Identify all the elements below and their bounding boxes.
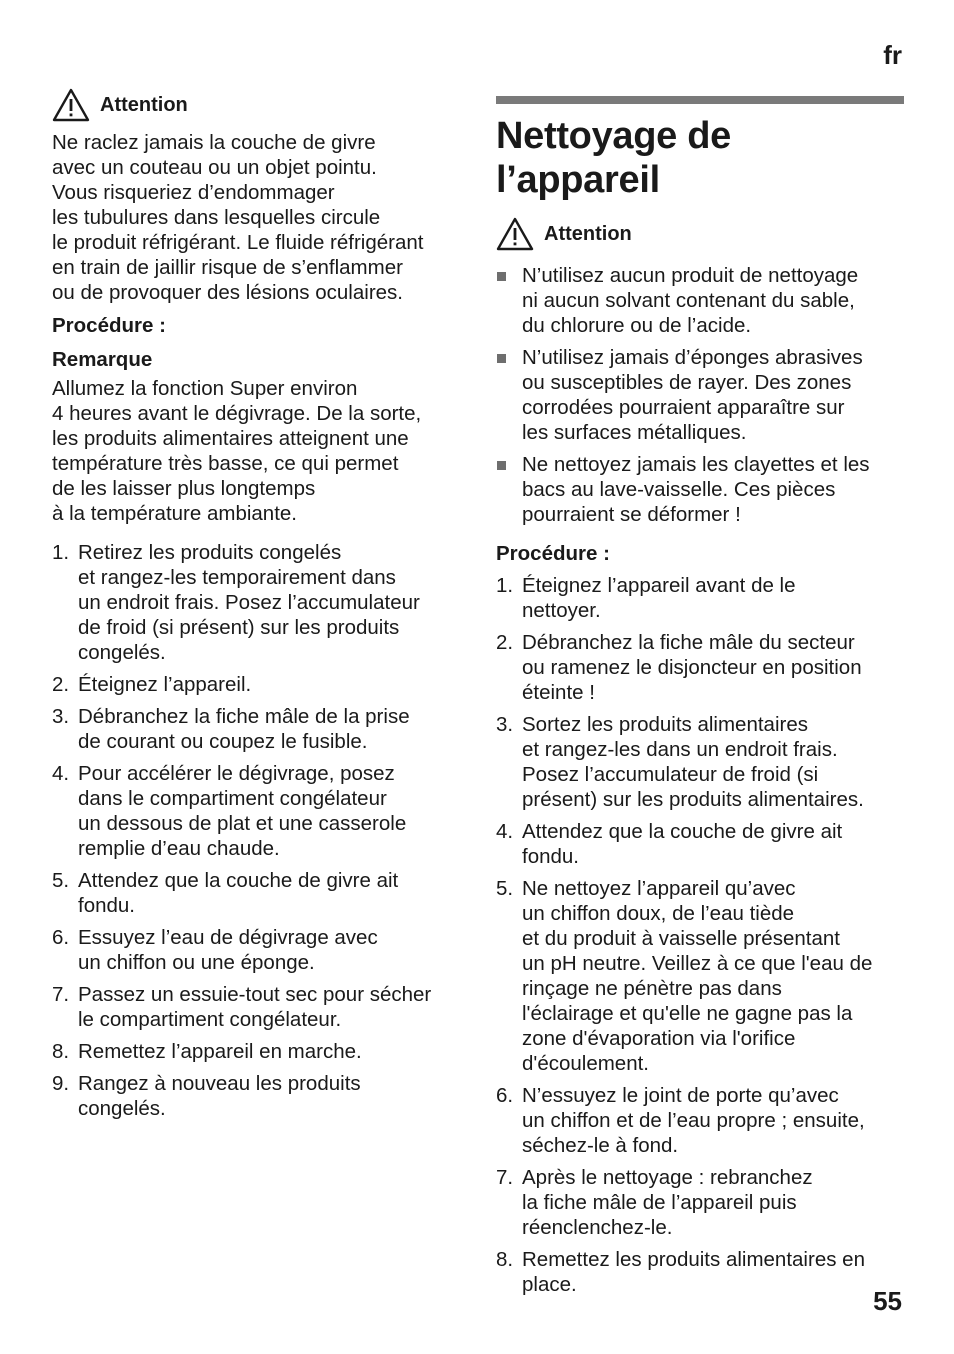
step-text-line: la fiche mâle de l’appareil puis	[522, 1191, 797, 1214]
step-text-line: Après le nettoyage : rebranchez	[522, 1166, 813, 1189]
step-number: 1.	[52, 541, 70, 564]
step-text-line: nettoyer.	[522, 599, 601, 622]
step-text-line: N’essuyez le joint de porte qu’avec	[522, 1084, 839, 1107]
step-text-line: un dessous de plat et une casserole	[78, 812, 407, 835]
step-item	[52, 1071, 462, 1121]
step-number: 6.	[52, 926, 70, 949]
left-steps-list	[52, 540, 462, 1121]
step-item	[52, 925, 462, 975]
page-number: 55	[873, 1286, 902, 1316]
step-text-line: ou ramenez le disjoncteur en position	[522, 656, 862, 679]
square-bullet-icon	[497, 354, 506, 363]
step-text-line: Éteignez l’appareil avant de le	[522, 574, 796, 597]
step-text-line: Attendez que la couche de givre ait	[522, 820, 843, 843]
bullet-item	[496, 452, 904, 527]
step-item	[496, 1083, 904, 1158]
bullet-item	[496, 345, 904, 445]
step-number: 7.	[496, 1166, 514, 1189]
procedure-heading: Procédure :	[52, 314, 166, 337]
step-text-line: présent) sur les produits alimentaires.	[522, 788, 864, 811]
step-text-line: Sortez les produits alimentaires	[522, 713, 808, 736]
step-text-line: un chiffon et de l’eau propre ; ensuite,	[522, 1109, 865, 1132]
step-text-line: et du produit à vaisselle présentant	[522, 927, 840, 950]
bullet-text-line: ou susceptibles de rayer. Des zones	[522, 371, 852, 394]
step-text-line: Remettez l’appareil en marche.	[78, 1040, 362, 1063]
bullet-text-line: N’utilisez aucun produit de nettoyage	[522, 264, 859, 287]
step-text-line: zone d'évaporation via l'orifice	[522, 1027, 796, 1050]
step-text-line: place.	[522, 1273, 577, 1296]
step-number: 3.	[496, 713, 514, 736]
step-text-line: congelés.	[78, 641, 166, 664]
bullet-text-line: pourraient se déformer !	[522, 503, 741, 526]
step-item	[496, 630, 904, 705]
square-bullet-icon	[497, 461, 506, 470]
step-text-line: Essuyez l’eau de dégivrage avec	[78, 926, 378, 949]
step-item	[52, 672, 462, 697]
bullet-text-line: Ne nettoyez jamais les clayettes et les	[522, 453, 870, 476]
text-line: les tubulures dans lesquelles circule	[52, 206, 381, 229]
step-text-line: Débranchez la fiche mâle de la prise	[78, 705, 410, 728]
step-number: 8.	[496, 1248, 514, 1271]
step-item	[496, 573, 904, 623]
step-number: 2.	[496, 631, 514, 654]
step-item	[52, 982, 462, 1032]
step-text-line: un pH neutre. Veillez à ce que l'eau de	[522, 952, 873, 975]
step-text-line: le compartiment congélateur.	[78, 1008, 342, 1031]
right-column	[496, 0, 904, 1304]
step-number: 4.	[52, 762, 70, 785]
step-text-line: congelés.	[78, 1097, 166, 1120]
warning-triangle-icon	[496, 217, 534, 251]
attention-label: Attention	[544, 222, 632, 245]
attention-heading	[496, 217, 904, 251]
step-item	[496, 1247, 904, 1297]
text-line: température très basse, ce qui permet	[52, 452, 399, 475]
step-text-line: Remettez les produits alimentaires en	[522, 1248, 865, 1271]
text-line: Ne raclez jamais la couche de givre	[52, 131, 376, 154]
attention-label: Attention	[100, 93, 188, 116]
step-text-line: fondu.	[522, 845, 579, 868]
text-line: 4 heures avant le dégivrage. De la sorte,	[52, 402, 422, 425]
step-item	[52, 704, 462, 754]
step-text-line: Ne nettoyez l’appareil qu’avec	[522, 877, 796, 900]
step-text-line: séchez-le à fond.	[522, 1134, 679, 1157]
bullet-text-line: corrodées pourraient apparaître sur	[522, 396, 845, 419]
step-item	[496, 876, 904, 1076]
step-number: 5.	[52, 869, 70, 892]
bullet-text-line: ni aucun solvant contenant du sable,	[522, 289, 855, 312]
left-column	[52, 0, 462, 1128]
step-text-line: Posez l’accumulateur de froid (si	[522, 763, 819, 786]
language-code: fr	[883, 40, 902, 70]
step-number: 2.	[52, 673, 70, 696]
step-text-line: et rangez-les temporairement dans	[78, 566, 396, 589]
step-text-line: éteinte !	[522, 681, 595, 704]
step-item	[52, 540, 462, 665]
step-number: 4.	[496, 820, 514, 843]
warning-paragraph	[52, 130, 462, 305]
text-line: à la température ambiante.	[52, 502, 297, 525]
text-line: le produit réfrigérant. Le fluide réfrigérant	[52, 231, 424, 254]
step-number: 9.	[52, 1072, 70, 1095]
step-text-line: réenclenchez-le.	[522, 1216, 673, 1239]
step-item	[496, 819, 904, 869]
step-text-line: un chiffon ou une éponge.	[78, 951, 315, 974]
step-text-line: Passez un essuie-tout sec pour sécher	[78, 983, 432, 1006]
remarque-paragraph	[52, 376, 462, 526]
step-text-line: Retirez les produits congelés	[78, 541, 342, 564]
text-line: Vous risqueriez d’endommager	[52, 181, 335, 204]
step-number: 3.	[52, 705, 70, 728]
section-rule	[496, 96, 904, 104]
step-text-line: et rangez-les dans un endroit frais.	[522, 738, 838, 761]
step-text-line: de courant ou coupez le fusible.	[78, 730, 368, 753]
warning-triangle-icon	[52, 88, 90, 122]
step-item	[496, 1165, 904, 1240]
step-text-line: rinçage ne pénètre pas dans	[522, 977, 782, 1000]
attention-heading	[52, 88, 462, 122]
text-line: avec un couteau ou un objet pointu.	[52, 156, 377, 179]
step-item	[52, 1039, 462, 1064]
bullet-item	[496, 263, 904, 338]
step-number: 7.	[52, 983, 70, 1006]
text-line: Allumez la fonction Super environ	[52, 377, 358, 400]
text-line: en train de jaillir risque de s’enflammer	[52, 256, 403, 279]
remarque-heading: Remarque	[52, 348, 153, 371]
step-text-line: Attendez que la couche de givre ait	[78, 869, 399, 892]
step-text-line: Rangez à nouveau les produits	[78, 1072, 361, 1095]
step-number: 5.	[496, 877, 514, 900]
step-item	[496, 712, 904, 812]
step-text-line: un endroit frais. Posez l’accumulateur	[78, 591, 420, 614]
section-title: Nettoyage de l’appareil	[496, 115, 732, 201]
step-text-line: dans le compartiment congélateur	[78, 787, 387, 810]
bullet-text-line: du chlorure ou de l’acide.	[522, 314, 752, 337]
step-number: 8.	[52, 1040, 70, 1063]
procedure-heading: Procédure :	[496, 542, 610, 565]
text-line: de les laisser plus longtemps	[52, 477, 316, 500]
step-item	[52, 868, 462, 918]
text-line: ou de provoquer des lésions oculaires.	[52, 281, 403, 304]
step-number: 6.	[496, 1084, 514, 1107]
step-text-line: Pour accélérer le dégivrage, posez	[78, 762, 395, 785]
step-text-line: de froid (si présent) sur les produits	[78, 616, 400, 639]
step-text-line: d'écoulement.	[522, 1052, 649, 1075]
square-bullet-icon	[497, 272, 506, 281]
bullet-text-line: bacs au lave-vaisselle. Ces pièces	[522, 478, 836, 501]
step-text-line: Éteignez l’appareil.	[78, 673, 252, 696]
step-item	[52, 761, 462, 861]
text-line: les produits alimentaires atteignent une	[52, 427, 409, 450]
right-steps-list	[496, 573, 904, 1297]
bullet-text-line: N’utilisez jamais d’éponges abrasives	[522, 346, 863, 369]
step-text-line: fondu.	[78, 894, 135, 917]
warning-bullets	[496, 263, 904, 527]
bullet-text-line: les surfaces métalliques.	[522, 421, 747, 444]
step-text-line: Débranchez la fiche mâle du secteur	[522, 631, 855, 654]
step-text-line: remplie d’eau chaude.	[78, 837, 280, 860]
step-text-line: l'éclairage et qu'elle ne gagne pas la	[522, 1002, 853, 1025]
step-text-line: un chiffon doux, de l’eau tiède	[522, 902, 795, 925]
step-number: 1.	[496, 574, 514, 597]
